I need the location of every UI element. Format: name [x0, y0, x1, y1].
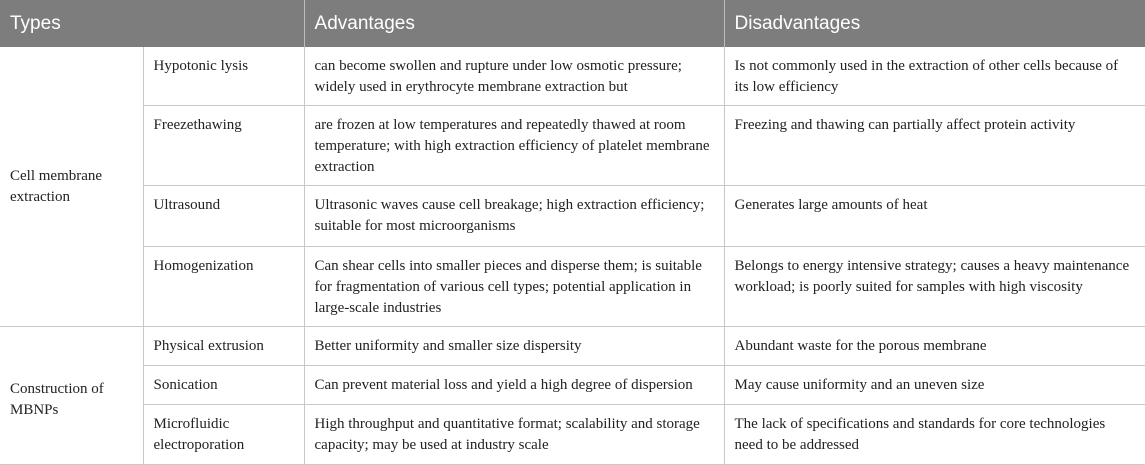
- advantages-cell: Better uniformity and smaller size dispersity: [304, 327, 724, 366]
- method-cell: Homogenization: [143, 247, 304, 327]
- method-cell: Freezethawing: [143, 106, 304, 186]
- advantages-cell: Ultrasonic waves cause cell breakage; high extraction efficiency; suitable for most microorganisms: [304, 186, 724, 247]
- disadvantages-cell: The lack of specifications and standards for core technologies need to be addressed: [724, 405, 1145, 465]
- table-row: [0, 186, 1145, 247]
- advantages-cell: are frozen at low temperatures and repeatedly thawed at room temperature; with high extraction efficiency of platelet membrane extraction: [304, 106, 724, 186]
- group-label-construction-of-mbnps: Construction of MBNPs: [0, 327, 143, 465]
- table-row: [0, 405, 1145, 465]
- disadvantages-cell: Freezing and thawing can partially affect protein activity: [724, 106, 1145, 186]
- header-disadvantages: Disadvantages: [724, 0, 1145, 47]
- advantages-cell: Can prevent material loss and yield a high degree of dispersion: [304, 366, 724, 405]
- advantages-cell: Can shear cells into smaller pieces and disperse them; is suitable for fragmentation of various cell types; potential application in large-scale industries: [304, 247, 724, 327]
- disadvantages-cell: Belongs to energy intensive strategy; causes a heavy maintenance workload; is poorly suited for samples with high viscosity: [724, 247, 1145, 327]
- method-cell: Hypotonic lysis: [143, 47, 304, 106]
- disadvantages-cell: Generates large amounts of heat: [724, 186, 1145, 247]
- method-cell: Ultrasound: [143, 186, 304, 247]
- disadvantages-cell: May cause uniformity and an uneven size: [724, 366, 1145, 405]
- method-cell: Physical extrusion: [143, 327, 304, 366]
- advantages-cell: High throughput and quantitative format; scalability and storage capacity; may be used at industry scale: [304, 405, 724, 465]
- table-row: [0, 247, 1145, 327]
- group-label-cell-membrane-extraction: Cell membrane extraction: [0, 47, 143, 327]
- table-row: [0, 106, 1145, 186]
- table-row: [0, 366, 1145, 405]
- advantages-cell: can become swollen and rupture under low osmotic pressure; widely used in erythrocyte membrane extraction but: [304, 47, 724, 106]
- header-row: [0, 0, 1145, 47]
- header-advantages: Advantages: [304, 0, 724, 47]
- table-row: [0, 47, 1145, 106]
- table-row: [0, 327, 1145, 366]
- disadvantages-cell: Is not commonly used in the extraction of other cells because of its low efficiency: [724, 47, 1145, 106]
- method-cell: Sonication: [143, 366, 304, 405]
- disadvantages-cell: Abundant waste for the porous membrane: [724, 327, 1145, 366]
- method-cell: Microfluidic electroporation: [143, 405, 304, 465]
- header-types: Types: [0, 0, 304, 47]
